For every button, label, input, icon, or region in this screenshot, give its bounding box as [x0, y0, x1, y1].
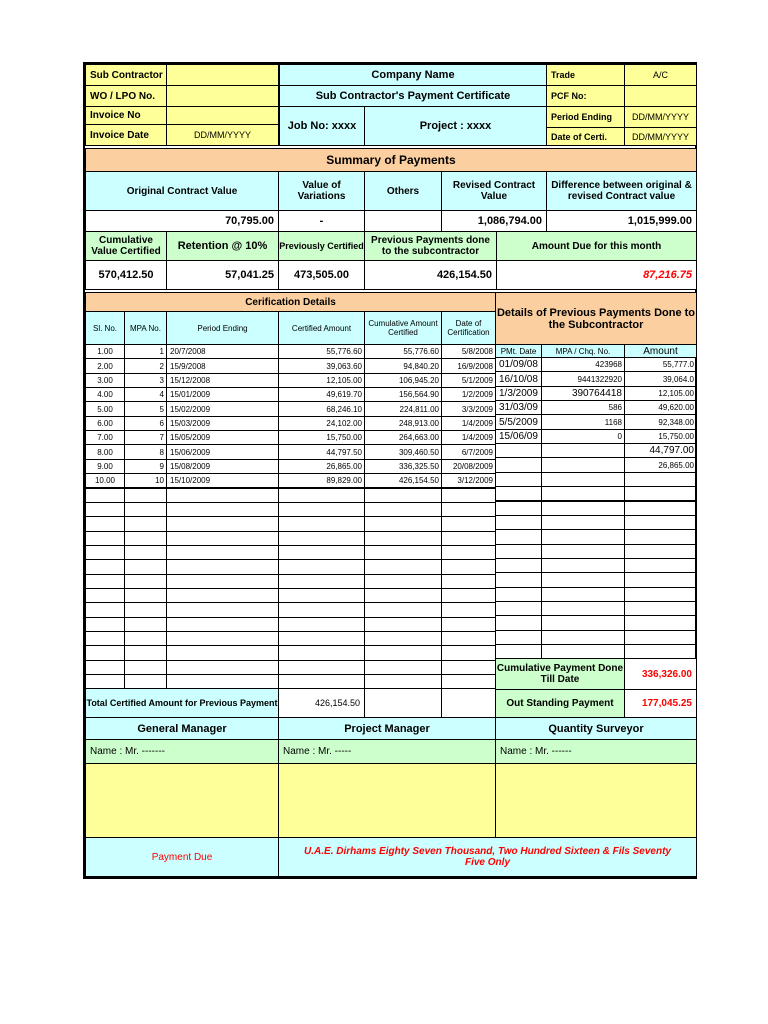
- previous-payments-label: Previous Payments done to the subcontractor: [364, 231, 497, 261]
- amount-due-label: Amount Due for this month: [496, 231, 697, 261]
- cert-cell: [166, 531, 279, 546]
- payment-cell: [541, 558, 625, 573]
- payment-cell: [495, 601, 542, 616]
- payment-cell: [541, 601, 625, 616]
- previous-payments-title: Details of Previous Payments Done to the Subcontractor: [495, 292, 697, 345]
- cert-cell: 16/9/2008: [441, 358, 496, 373]
- cert-cell: 12,105.00: [278, 373, 365, 388]
- sub-contractor-value[interactable]: [166, 64, 279, 86]
- cert-cell: 7: [124, 430, 167, 445]
- cert-cell: [278, 602, 365, 617]
- payment-cell: 92,348.00: [624, 414, 697, 429]
- cert-cell: 26,865.00: [278, 459, 365, 474]
- payment-cell: [541, 587, 625, 602]
- cert-cell: [124, 660, 167, 675]
- cert-cell: [364, 645, 442, 660]
- payment-cell: [541, 472, 625, 487]
- payment-cell: 1/3/2009: [495, 386, 542, 401]
- payment-cell: [495, 443, 542, 458]
- previously-certified-label: Previously Certified: [278, 231, 365, 261]
- cert-cell: 49,619.70: [278, 387, 365, 402]
- cert-cell: 55,776.60: [364, 344, 442, 359]
- certification-title: Cerification Details: [85, 292, 496, 312]
- cert-cell: [441, 588, 496, 603]
- payment-cell: [624, 501, 697, 516]
- cert-cell: 9: [124, 459, 167, 474]
- qs-name[interactable]: Name : Mr. ------: [495, 739, 697, 764]
- cert-cell: [441, 631, 496, 646]
- wo-lpo-value[interactable]: [166, 85, 279, 107]
- cert-cell: 1/4/2009: [441, 430, 496, 445]
- cert-header-5: Date of Certification: [441, 311, 496, 345]
- payment-cell: [624, 529, 697, 544]
- cert-cell: [364, 559, 442, 574]
- blank-cell: [364, 688, 442, 718]
- difference-label: Difference between original & revised Contract value: [546, 171, 697, 211]
- cert-cell: 1: [124, 344, 167, 359]
- cert-cell: [441, 574, 496, 589]
- gm-name[interactable]: Name : Mr. -------: [85, 739, 279, 764]
- trade-value: A/C: [624, 64, 697, 86]
- cert-cell: 15/03/2009: [166, 416, 279, 431]
- cert-cell: [166, 602, 279, 617]
- payment-cell: 390764418: [541, 386, 625, 401]
- cert-cell: [85, 559, 125, 574]
- qs-signature-box[interactable]: [495, 763, 697, 838]
- project-manager-label: Project Manager: [278, 717, 496, 740]
- cert-cell: 3/12/2009: [441, 473, 496, 488]
- payment-cell: 15,750.00: [624, 429, 697, 444]
- cert-cell: 89,829.00: [278, 473, 365, 488]
- cert-cell: [124, 502, 167, 517]
- others-value: [364, 210, 442, 232]
- payment-cell: [495, 572, 542, 587]
- payment-cell: [495, 472, 542, 487]
- payment-cell: 0: [541, 429, 625, 444]
- cert-cell: [124, 617, 167, 632]
- cert-cell: [166, 645, 279, 660]
- cert-cell: [166, 660, 279, 675]
- payment-cell: 44,797.00: [624, 443, 697, 458]
- cert-cell: [278, 559, 365, 574]
- total-certified-label: Total Certified Amount for Previous Payment: [85, 688, 279, 718]
- cert-cell: 1/4/2009: [441, 416, 496, 431]
- pcf-no-value[interactable]: [624, 85, 697, 107]
- value-of-variations-label: Value of Variations: [278, 171, 365, 211]
- payment-cell: [624, 486, 697, 501]
- payment-cell: [495, 615, 542, 630]
- amount-in-words: U.A.E. Dirhams Eighty Seven Thousand, Two Hundred Sixteen & Fils Seventy Five Only: [278, 837, 697, 877]
- cert-cell: [364, 516, 442, 531]
- cert-cell: 9.00: [85, 459, 125, 474]
- cert-cell: [85, 660, 125, 675]
- cert-cell: 8.00: [85, 444, 125, 459]
- cert-cell: [124, 588, 167, 603]
- value-of-variations: -: [278, 210, 365, 232]
- payment-cell: [495, 457, 542, 472]
- cert-cell: [278, 645, 365, 660]
- cert-cell: [364, 588, 442, 603]
- payment-cell: [541, 501, 625, 516]
- cert-cell: 6: [124, 416, 167, 431]
- cert-cell: [441, 645, 496, 660]
- cert-cell: [85, 588, 125, 603]
- cumulative-label: Cumulative Value Certified: [85, 231, 167, 261]
- payment-cell: 01/09/08: [495, 357, 542, 372]
- cert-cell: [441, 502, 496, 517]
- payment-cell: [541, 529, 625, 544]
- cert-cell: [124, 488, 167, 503]
- cert-cell: [278, 660, 365, 675]
- cert-cell: [124, 531, 167, 546]
- cert-cell: 15/05/2009: [166, 430, 279, 445]
- date-of-certi-label: Date of Certi.: [546, 127, 625, 146]
- payment-cell: [624, 472, 697, 487]
- cumulative-payment-value: 336,326.00: [624, 658, 697, 690]
- payment-cell: [541, 572, 625, 587]
- cert-cell: [364, 617, 442, 632]
- cert-cell: 5/8/2008: [441, 344, 496, 359]
- cert-cell: [124, 602, 167, 617]
- payment-cell: [541, 457, 625, 472]
- cert-cell: 68,246.10: [278, 401, 365, 416]
- job-no: Job No: xxxx: [279, 106, 365, 146]
- invoice-no-value[interactable]: [166, 106, 279, 125]
- payment-cell: [541, 544, 625, 559]
- outstanding-payment-value: 177,045.25: [624, 689, 697, 718]
- cert-cell: [85, 502, 125, 517]
- cumulative-payment-label: Cumulative Payment Done Till Date: [495, 658, 625, 690]
- cert-cell: 248,913.00: [364, 416, 442, 431]
- wo-lpo-label: WO / LPO No.: [85, 85, 167, 107]
- cert-cell: [364, 574, 442, 589]
- payment-cell: [541, 443, 625, 458]
- cert-cell: [85, 488, 125, 503]
- cert-cell: [278, 631, 365, 646]
- original-contract-value-label: Original Contract Value: [85, 171, 279, 211]
- payment-cell: 39,064.0: [624, 371, 697, 386]
- cert-cell: 8: [124, 444, 167, 459]
- certificate-title: Sub Contractor's Payment Certificate: [279, 85, 547, 107]
- cert-cell: [85, 516, 125, 531]
- payment-certificate-sheet: [83, 62, 697, 879]
- cert-cell: 10.00: [85, 473, 125, 488]
- cert-cell: [85, 617, 125, 632]
- sub-contractor-label: Sub Contractor: [85, 64, 167, 86]
- payment-cell: [624, 572, 697, 587]
- payment-cell: 49,620.00: [624, 400, 697, 415]
- payment-cell: [495, 501, 542, 516]
- payment-cell: [495, 630, 542, 645]
- summary-title: Summary of Payments: [85, 148, 697, 172]
- payment-cell: [624, 630, 697, 645]
- payment-cell: 16/10/08: [495, 371, 542, 386]
- payment-cell: [495, 544, 542, 559]
- cert-cell: 3/3/2009: [441, 401, 496, 416]
- cert-cell: [166, 516, 279, 531]
- cert-cell: 156,564.90: [364, 387, 442, 402]
- cert-header-2: Period Ending: [166, 311, 279, 345]
- cert-cell: 24,102.00: [278, 416, 365, 431]
- cert-cell: 94,840.20: [364, 358, 442, 373]
- cert-cell: 4.00: [85, 387, 125, 402]
- cert-cell: [166, 617, 279, 632]
- cert-cell: 264,663.00: [364, 430, 442, 445]
- outstanding-payment-label: Out Standing Payment: [495, 689, 625, 718]
- cert-cell: 6.00: [85, 416, 125, 431]
- previous-payments-value: 426,154.50: [364, 260, 497, 290]
- payment-cell: 12,105.00: [624, 386, 697, 401]
- payment-cell: [495, 587, 542, 602]
- cert-cell: [166, 588, 279, 603]
- cert-cell: [166, 631, 279, 646]
- cert-cell: [166, 502, 279, 517]
- payment-cell: 15/06/09: [495, 429, 542, 444]
- cert-cell: [278, 545, 365, 560]
- payment-cell: 5/5/2009: [495, 414, 542, 429]
- cert-cell: 224,811.00: [364, 401, 442, 416]
- cert-cell: 6/7/2009: [441, 444, 496, 459]
- retention-value: 57,041.25: [166, 260, 279, 290]
- cert-cell: 1/2/2009: [441, 387, 496, 402]
- cert-header-3: Certified Amount: [278, 311, 365, 345]
- cert-header-1: MPA No.: [124, 311, 167, 345]
- retention-label: Retention @ 10%: [166, 231, 279, 261]
- cert-cell: [364, 660, 442, 675]
- cert-cell: [278, 574, 365, 589]
- cert-cell: 2.00: [85, 358, 125, 373]
- cert-cell: [278, 617, 365, 632]
- cert-cell: [124, 631, 167, 646]
- payment-cell: [541, 515, 625, 530]
- payment-cell: [624, 601, 697, 616]
- payment-cell: [624, 515, 697, 530]
- cert-cell: 106,945.20: [364, 373, 442, 388]
- period-ending-label: Period Ending: [546, 106, 625, 128]
- cert-cell: 15,750.00: [278, 430, 365, 445]
- cert-cell: 15/10/2009: [166, 473, 279, 488]
- invoice-date-label: Invoice Date: [85, 124, 167, 146]
- cert-cell: [85, 645, 125, 660]
- cert-cell: [441, 559, 496, 574]
- cert-cell: [441, 545, 496, 560]
- cert-cell: 3: [124, 373, 167, 388]
- payment-due-label: Payment Due: [85, 837, 279, 877]
- pm-signature-box[interactable]: [278, 763, 496, 838]
- cert-cell: 15/06/2009: [166, 444, 279, 459]
- cert-cell: 55,776.60: [278, 344, 365, 359]
- payment-cell: [624, 544, 697, 559]
- gm-signature-box[interactable]: [85, 763, 279, 838]
- cert-header-4: Cumulative Amount Certified: [364, 311, 442, 345]
- payment-header-0: PMt. Date: [495, 344, 542, 358]
- cert-cell: [85, 574, 125, 589]
- cert-cell: 15/12/2008: [166, 373, 279, 388]
- project: Project : xxxx: [364, 106, 547, 146]
- payment-cell: [541, 486, 625, 501]
- cert-cell: 4: [124, 387, 167, 402]
- cert-cell: [124, 645, 167, 660]
- revised-contract-value: 1,086,794.00: [441, 210, 547, 232]
- cert-cell: [364, 631, 442, 646]
- cert-cell: [85, 602, 125, 617]
- pm-name[interactable]: Name : Mr. -----: [278, 739, 496, 764]
- revised-contract-value-label: Revised Contract Value: [441, 171, 547, 211]
- payment-cell: 31/03/09: [495, 400, 542, 415]
- cert-cell: [364, 531, 442, 546]
- cert-cell: [85, 531, 125, 546]
- cert-cell: [85, 631, 125, 646]
- cumulative-value: 570,412.50: [85, 260, 167, 290]
- cert-cell: 10: [124, 473, 167, 488]
- cert-cell: 15/08/2009: [166, 459, 279, 474]
- cert-cell: 5/1/2009: [441, 373, 496, 388]
- cert-cell: [166, 559, 279, 574]
- cert-cell: 20/08/2009: [441, 459, 496, 474]
- cert-cell: 3.00: [85, 373, 125, 388]
- cert-cell: [441, 531, 496, 546]
- payment-cell: [495, 529, 542, 544]
- previously-certified-value: 473,505.00: [278, 260, 365, 290]
- company-name: Company Name: [279, 64, 547, 86]
- cert-cell: [85, 545, 125, 560]
- cert-cell: [364, 488, 442, 503]
- original-contract-value: 70,795.00: [85, 210, 279, 232]
- cert-cell: 20/7/2008: [166, 344, 279, 359]
- trade-label: Trade: [546, 64, 625, 86]
- period-ending-value[interactable]: DD/MM/YYYY: [624, 106, 697, 128]
- payment-cell: 586: [541, 400, 625, 415]
- payment-cell: [495, 486, 542, 501]
- others-label: Others: [364, 171, 442, 211]
- amount-due-value: 87,216.75: [496, 260, 697, 290]
- cert-cell: 7.00: [85, 430, 125, 445]
- payment-cell: [541, 630, 625, 645]
- payment-header-1: MPA / Chq. No.: [541, 344, 625, 358]
- payment-cell: [541, 615, 625, 630]
- blank-cell: [441, 688, 496, 718]
- payment-cell: [624, 587, 697, 602]
- invoice-no-label: Invoice No: [85, 106, 167, 125]
- cert-cell: [124, 574, 167, 589]
- cert-cell: [441, 488, 496, 503]
- payment-cell: 9441322920: [541, 371, 625, 386]
- payment-cell: [495, 515, 542, 530]
- cert-cell: 5: [124, 401, 167, 416]
- cert-cell: 1.00: [85, 344, 125, 359]
- pcf-no-label: PCF No:: [546, 85, 625, 107]
- cert-cell: 336,325.50: [364, 459, 442, 474]
- cert-cell: [441, 602, 496, 617]
- cert-cell: 5.00: [85, 401, 125, 416]
- cert-cell: [278, 588, 365, 603]
- payment-cell: 55,777.0: [624, 357, 697, 372]
- invoice-date-value[interactable]: DD/MM/YYYY: [166, 124, 279, 146]
- cert-cell: [124, 516, 167, 531]
- payment-cell: 26,865.00: [624, 457, 697, 472]
- cert-cell: [166, 545, 279, 560]
- difference-value: 1,015,999.00: [546, 210, 697, 232]
- cert-cell: 15/02/2009: [166, 401, 279, 416]
- cert-cell: 44,797.50: [278, 444, 365, 459]
- payment-header-2: Amount: [624, 344, 697, 358]
- cert-cell: [166, 574, 279, 589]
- cert-cell: [124, 545, 167, 560]
- payment-cell: [624, 615, 697, 630]
- cert-cell: [278, 516, 365, 531]
- cert-cell: [364, 545, 442, 560]
- quantity-surveyor-label: Quantity Surveyor: [495, 717, 697, 740]
- cert-cell: [364, 502, 442, 517]
- general-manager-label: General Manager: [85, 717, 279, 740]
- cert-cell: [441, 516, 496, 531]
- payment-cell: 423968: [541, 357, 625, 372]
- cert-cell: 39,063.60: [278, 358, 365, 373]
- cert-cell: [166, 488, 279, 503]
- cert-cell: [441, 617, 496, 632]
- cert-cell: [124, 559, 167, 574]
- payment-cell: [624, 558, 697, 573]
- cert-cell: 309,460.50: [364, 444, 442, 459]
- cert-cell: 15/01/2009: [166, 387, 279, 402]
- total-certified-value: 426,154.50: [278, 688, 365, 718]
- cert-cell: 2: [124, 358, 167, 373]
- cert-cell: [278, 531, 365, 546]
- date-of-certi-value[interactable]: DD/MM/YYYY: [624, 127, 697, 146]
- cert-cell: [441, 660, 496, 675]
- cert-cell: 426,154.50: [364, 473, 442, 488]
- cert-cell: 15/9/2008: [166, 358, 279, 373]
- cert-cell: [278, 502, 365, 517]
- cert-cell: [278, 488, 365, 503]
- cert-header-0: Sl. No.: [85, 311, 125, 345]
- cert-cell: [364, 602, 442, 617]
- payment-cell: 1168: [541, 414, 625, 429]
- payment-cell: [495, 558, 542, 573]
